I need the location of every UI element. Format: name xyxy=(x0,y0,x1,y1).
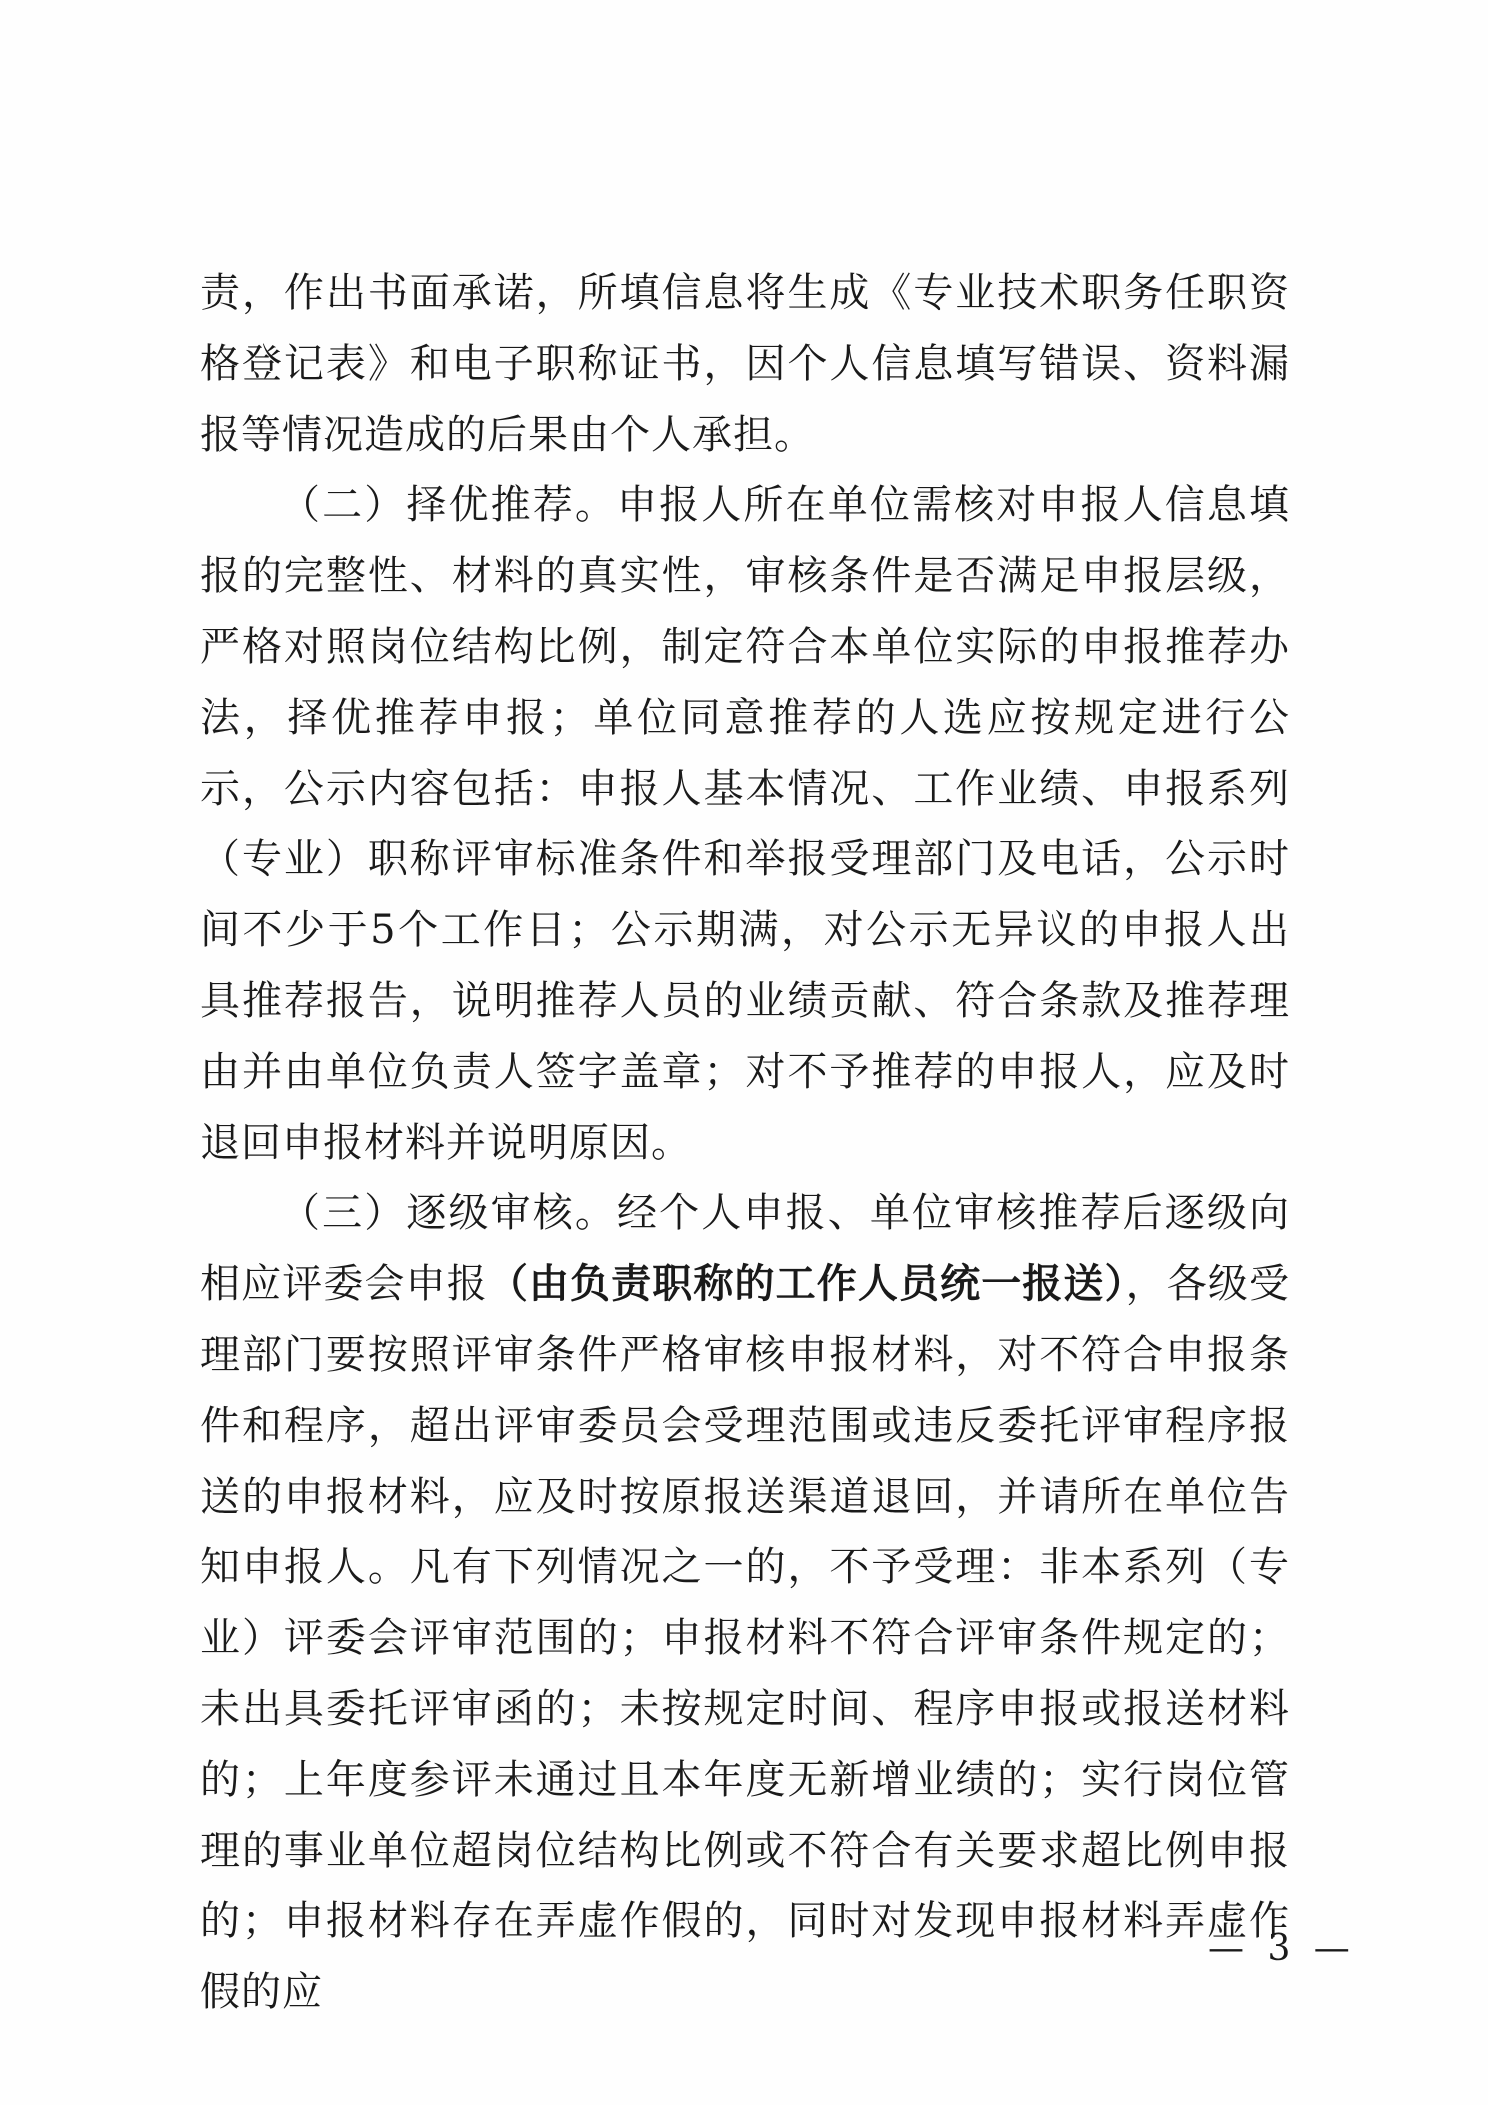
paragraph-review-rest: ，各级受理部门要按照评审条件严格审核申报材料，对不符合申报条件和程序，超出评审委员会受理范围或违反委托评审程序报送的申报材料，应及时按原报送渠道退回，并请所在单位告知申报人。凡有下列情况之一的，不予受理：非本系列（专业）评委会评审范围的；申报材料不符合评审条件规定的；未出具委托评审函的；未按规定时间、程序申报或报送材料的；上年度参评未通过且本年度无新增业绩的；实行岗位管理的事业单位超岗位结构比例或不符合有关要求超比例申报的；申报材料存在弄虚作假的，同时对发现申报材料弄虚作假的应 xyxy=(200,1261,1291,2016)
document-body xyxy=(200,258,1290,2028)
paragraph-review xyxy=(200,1178,1290,2028)
paragraph-review-start: （三）逐级审核。经个人申报、单位审核推荐后逐级向相应评委会申报 xyxy=(200,1190,1290,1308)
paragraph-continuation: 责，作出书面承诺，所填信息将生成《专业技术职务任职资格登记表》和电子职称证书，因个人信息填写错误、资料漏报等情况造成的后果由个人承担。 xyxy=(200,270,1290,458)
paragraph-review-bold-note: （由负责职称的工作人员统一报送） xyxy=(487,1260,1126,1308)
paragraph-recommendation: （二）择优推荐。申报人所在单位需核对申报人信息填报的完整性、材料的真实性，审核条件是否满足申报层级，严格对照岗位结构比例，制定符合本单位实际的申报推荐办法，择优推荐申报；单位同意推荐的人选应按规定进行公示，公示内容包括：申报人基本情况、工作业绩、申报系列（专业）职称评审标准条件和举报受理部门及电话，公示时间不少于5个工作日；公示期满，对公示无异议的申报人出具推荐报告，说明推荐人员的业绩贡献、符合条款及推荐理由并由单位负责人签字盖章；对不予推荐的申报人，应及时退回申报材料并说明原因。 xyxy=(200,482,1290,1166)
page-number: — 3 — xyxy=(1208,1928,1356,1969)
